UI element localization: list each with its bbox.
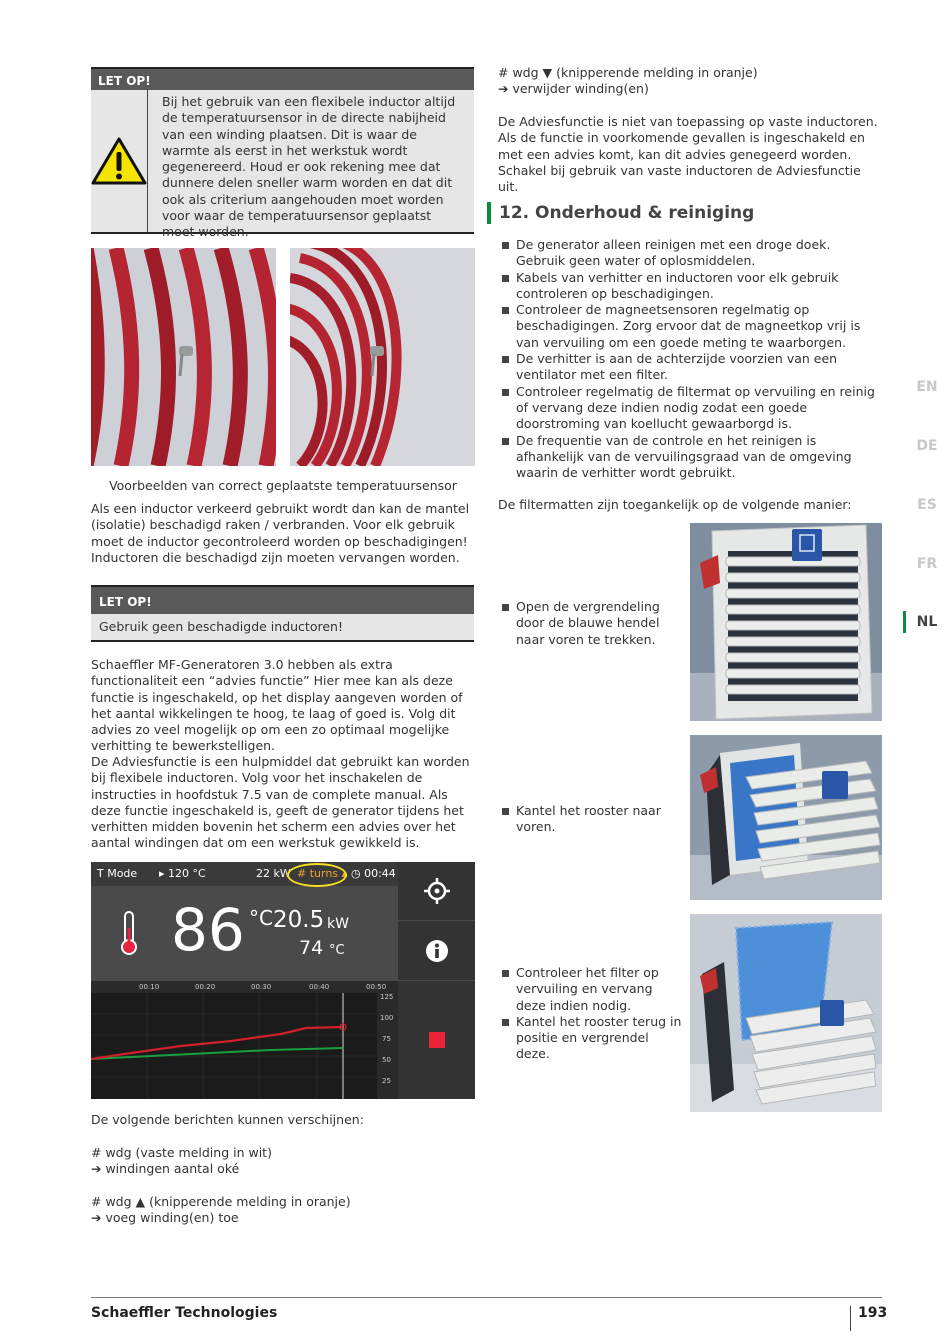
second-temperature-value: 74 [299,937,324,959]
power-unit: kW [327,916,349,932]
paragraph-mantel-line1: Als een inductor verkeerd gebruikt wordt dan kan de mantel (isolatie) beschadigd raken / verbranden. Voor elk gebruik moet de inductor gecontroleerd worden op beschadigingen! [91,501,470,549]
filter-intro: De filtermatten zijn toegankelijk op de volgende manier: [498,497,852,512]
list-item: De frequentie van de controle en het reinigen is afhankelijk van de vervuilingsgraad van de omgeving waarin de verhitter wordt gebruikt. [498,433,883,482]
message-code: # wdg (vaste melding in wit) [91,1145,272,1160]
time-tick: 00:40 [309,983,330,991]
time-tick: 00:10 [139,983,160,991]
warning-icon [91,90,148,232]
paragraph-advice-function: De Adviesfunctie is een hulpmiddel dat gebruikt kan worden bij flexibele inductoren. Volg voor het inschakelen de instructies in hoofdstuk 7.5 van de complete manual. Als deze functie ingeschakeld is, geeft de generator tijdens het verhitten midden bovenin het scherm een advies over het aantal windingen dat om een werkstuk gewikkeld is. [91,754,470,851]
message-action: ➔ verwijder winding(en) [498,81,649,97]
turns-highlight-ring [287,863,347,887]
active-language-marker [903,611,906,633]
filter-photo-open [690,914,882,1112]
info-button[interactable] [398,921,475,981]
language-tab-en[interactable]: EN [916,379,938,395]
filter-step-1 [498,599,683,648]
notice-box-damaged [91,585,474,642]
display-side-panel [398,862,475,1099]
temperature-chart [91,981,398,1099]
footer-page-divider [850,1306,851,1331]
message-wdg-up [91,1194,475,1227]
language-tab-de[interactable]: DE [916,438,938,454]
value-tick: 50 [382,1056,391,1064]
value-tick: 75 [382,1035,391,1043]
elapsed-time: ◷ 00:44 [351,867,396,880]
message-code: # wdg ▲ (knipperende melding in oranje) [91,1194,351,1209]
notice-title: LET OP! [91,67,474,90]
message-wdg-ok [91,1145,475,1178]
temperature-value: 86 [171,896,245,964]
footer-divider [91,1297,882,1298]
time-tick: 00:30 [251,983,272,991]
stop-button[interactable] [398,981,475,1099]
footer-company: Schaeffler Technologies [91,1305,278,1321]
photo-caption: Voorbeelden van correct geplaatste temperatuursensor [109,478,457,493]
list-item: Controleer de magneetsensoren regelmatig op beschadigingen. Zorg ervoor dat de magneetkop vrij is van vervuiling om een goede meting te waarborgen. [498,302,883,351]
generator-display [91,862,475,1099]
message-action: ➔ voeg winding(en) toe [91,1210,239,1226]
chart-value-axis [377,993,398,1099]
list-item: De verhitter is aan de achterzijde voorzien van een ventilator met een filter. [498,351,883,384]
thermometer-icon [119,910,139,960]
language-tab-es[interactable]: ES [917,497,937,513]
time-tick: 00:50 [366,983,387,991]
footer-page-number: 193 [858,1305,888,1321]
power-value: 20.5 [273,907,325,933]
language-tab-fr[interactable]: FR [916,556,938,572]
message-code: # wdg ▼ (knipperende melding in oranje) [498,65,758,80]
inductor-photo-left [91,248,276,466]
list-item: Kantel het rooster terug in positie en vergrendel deze. [498,1014,683,1063]
inductor-photo-right [290,248,475,466]
paragraph-advice-intro: Schaeffler MF-Generatoren 3.0 hebben als extra functionaliteit een “advies functie” Hier mee kan als deze functie is ingeschakeld, op het display aangeven worden of het aantal wikkelingen te hoog, te laag of goed is. Volg dit advies zo veel mogelijk op om een zo optimaal mogelijke verhitting te bewerkstelligen. [91,657,463,754]
list-item: Controleer regelmatig de filtermat op vervuiling en reinig of vervang deze indien nodig zodat een goede doorstroming van koellucht gewaarborgd is. [498,384,883,433]
notice-text: Bij het gebruik van een flexibele inductor altijd de temperatuursensor in de directe nabijheid van een winding plaatsen. Dit is waar de warmte als eerst in het werkstuk wordt gegenereerd. Houd er ook rekening mee dat dunnere delen sneller warm worden en dat dit ook als criterium aangehouden moet worden voor waar de temperatuursensor geplaatst moet worden. [162,94,456,240]
temperature-unit: °C [249,906,273,930]
paragraph-mantel-line2: Inductoren die beschadigd zijn moeten vervangen worden. [91,549,460,565]
language-tab-nl[interactable]: NL [916,614,938,630]
filter-step-2 [498,803,683,836]
chart-plot [91,993,377,1099]
list-item: Open de vergrendeling door de blauwe hendel naar voren te trekken. [498,599,683,648]
paragraph-mantel [91,501,475,566]
messages-intro: De volgende berichten kunnen verschijnen: [91,1112,364,1127]
list-item: De generator alleen reinigen met een droge doek. Gebruik geen water of oplosmiddelen. [498,237,883,270]
temperature-setpoint: ▸ 120 °C [159,867,206,880]
actual-temperature-line [91,1027,343,1059]
maintenance-list [498,237,883,481]
value-tick: 100 [380,1014,394,1022]
notice-text: Gebruik geen beschadigde inductoren! [91,614,474,642]
power-setpoint: 22 kW [256,867,291,880]
section-heading: 12. Onderhoud & reiniging [487,202,754,224]
filter-photo-tilted [690,735,882,900]
turns-advice: # turns ▴ [297,867,348,880]
notice-title: LET OP! [91,585,474,614]
info-icon [425,939,449,963]
chart-time-axis [91,981,398,993]
list-item: Kabels van verhitter en inductoren voor elk gebruik controleren op beschadigingen. [498,270,883,303]
filter-photo-closed [690,523,882,721]
second-temperature-unit: °C [329,943,345,958]
value-tick: 125 [380,993,394,1001]
crosshair-icon [424,878,450,904]
time-tick: 00:20 [195,983,216,991]
display-status-bar [91,862,398,886]
filter-step-3 [498,965,683,1063]
notice-box-warning [91,67,474,240]
message-action: ➔ windingen aantal oké [91,1161,240,1177]
list-item: Kantel het rooster naar voren. [498,803,683,836]
paragraph-fixed-inductors: De Adviesfunctie is niet van toepassing op vaste inductoren. Als de functie in voorkomende gevallen is ingeschakeld en met een advies komt, kan dit advies genegeerd worden. Schakel bij gebruik van vaste inductoren de Adviesfunctie uit. [498,114,878,195]
value-tick: 25 [382,1077,391,1085]
list-item: Controleer het filter op vervuiling en vervang deze indien nodig. [498,965,683,1014]
stop-icon [429,1032,445,1048]
target-button[interactable] [398,862,475,921]
notice-body [91,90,474,240]
mode-label: T Mode [97,867,138,880]
message-wdg-down [498,65,883,98]
